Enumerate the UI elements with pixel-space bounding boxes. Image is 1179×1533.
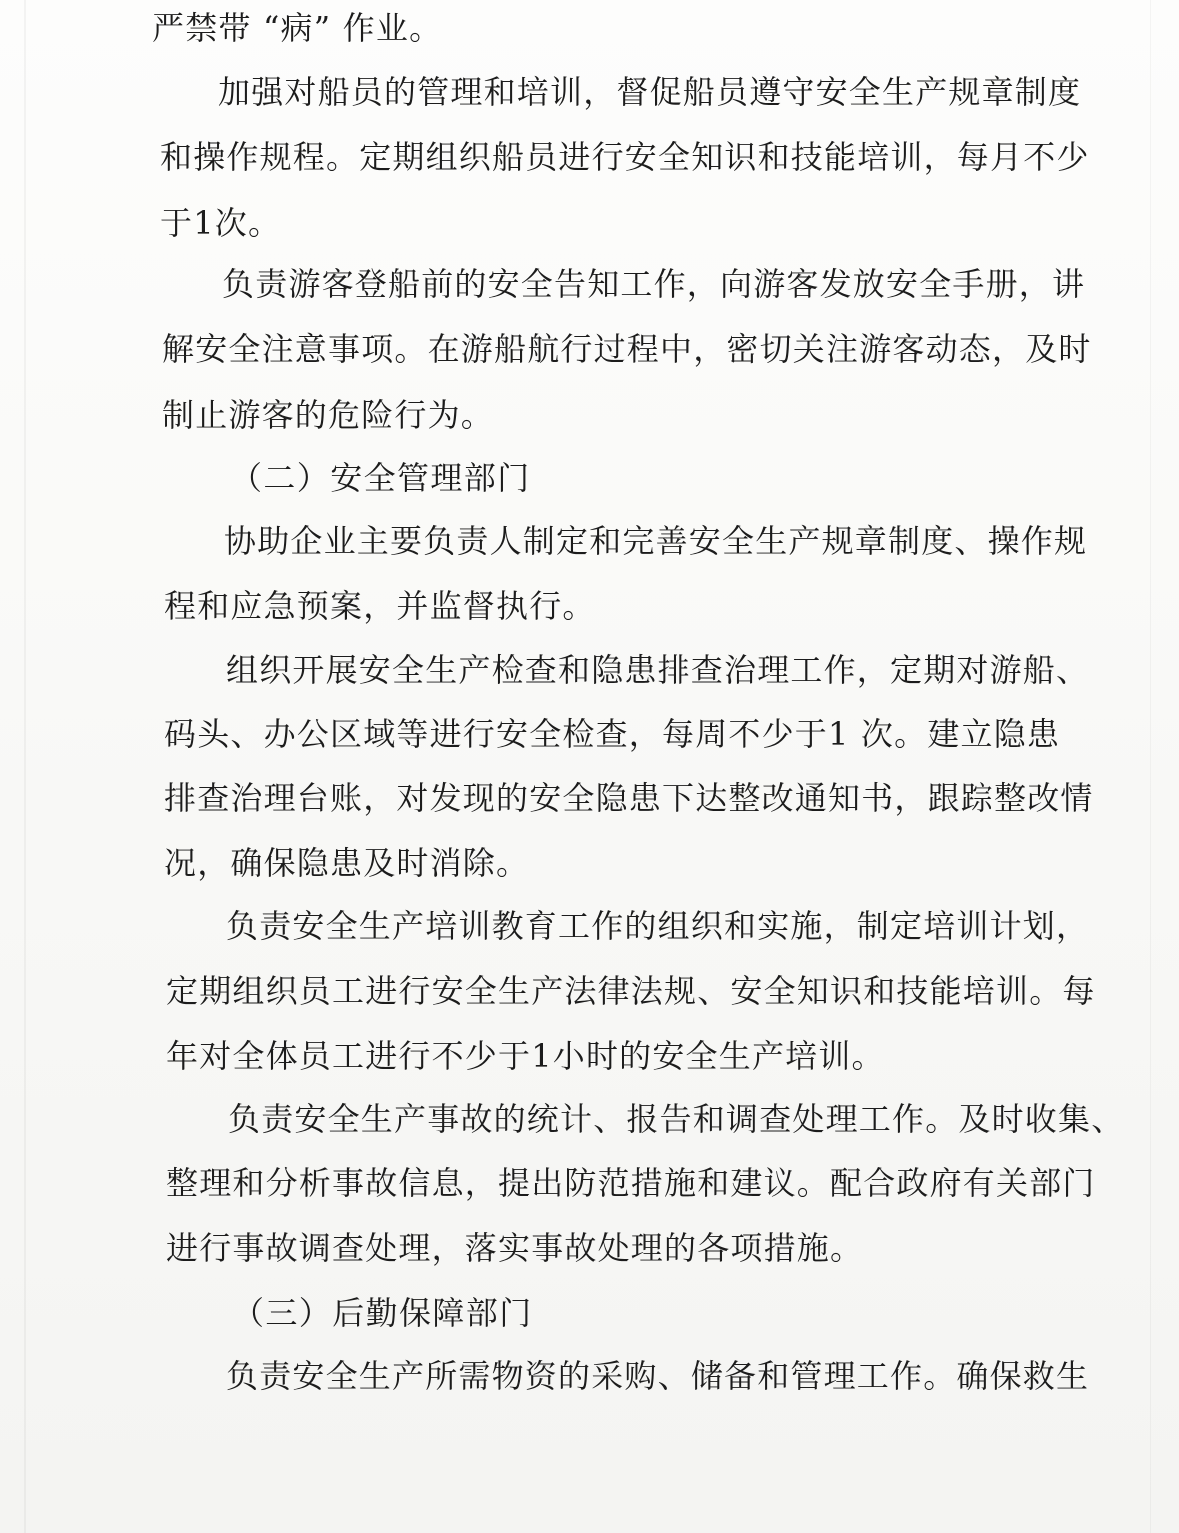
text-line-6: 解安全注意事项。在游船航行过程中，密切关注游客动态，及时 [162,330,1092,368]
text-line-2: 加强对船员的管理和培训，督促船员遵守安全生产规章制度 [218,73,1082,111]
text-line-16: 定期组织员工进行安全生产法律法规、安全知识和技能培训。每 [166,972,1096,1010]
text-line-20: 进行事故调查处理，落实事故处理的各项措施。 [166,1229,864,1267]
section-heading-logistics: （三）后勤保障部门 [232,1294,533,1332]
text-line-15: 负责安全生产培训教育工作的组织和实施，制定培训计划， [226,907,1090,945]
text-line-1: 严禁带 “病” 作业。 [152,9,443,47]
text-line-9: 协助企业主要负责人制定和完善安全生产规章制度、操作规 [224,522,1088,560]
text-line-12: 码头、办公区域等进行安全检查，每周不少于1 次。建立隐患 [164,715,1061,753]
text-line-10: 程和应急预案，并监督执行。 [164,587,596,625]
text-line-19: 整理和分析事故信息，提出防范措施和建议。配合政府有关部门 [166,1164,1096,1202]
text-line-17: 年对全体员工进行不少于1小时的安全生产培训。 [166,1037,885,1075]
section-heading-management: （二）安全管理部门 [230,459,531,497]
text-line-11: 组织开展安全生产检查和隐患排查治理工作，定期对游船、 [226,651,1090,689]
text-line-4: 于1次。 [160,204,282,242]
text-line-13: 排查治理台账，对发现的安全隐患下达整改通知书，跟踪整改情 [164,779,1094,817]
text-line-18: 负责安全生产事故的统计、报告和调查处理工作。及时收集、 [228,1100,1125,1138]
text-line-22: 负责安全生产所需物资的采购、储备和管理工作。确保救生 [226,1357,1090,1395]
text-line-3: 和操作规程。定期组织船员进行安全知识和技能培训，每月不少 [160,138,1090,176]
text-line-14: 况，确保隐患及时消除。 [164,844,530,882]
text-line-7: 制止游客的危险行为。 [162,396,495,434]
text-line-5: 负责游客登船前的安全告知工作，向游客发放安全手册，讲 [222,265,1086,303]
